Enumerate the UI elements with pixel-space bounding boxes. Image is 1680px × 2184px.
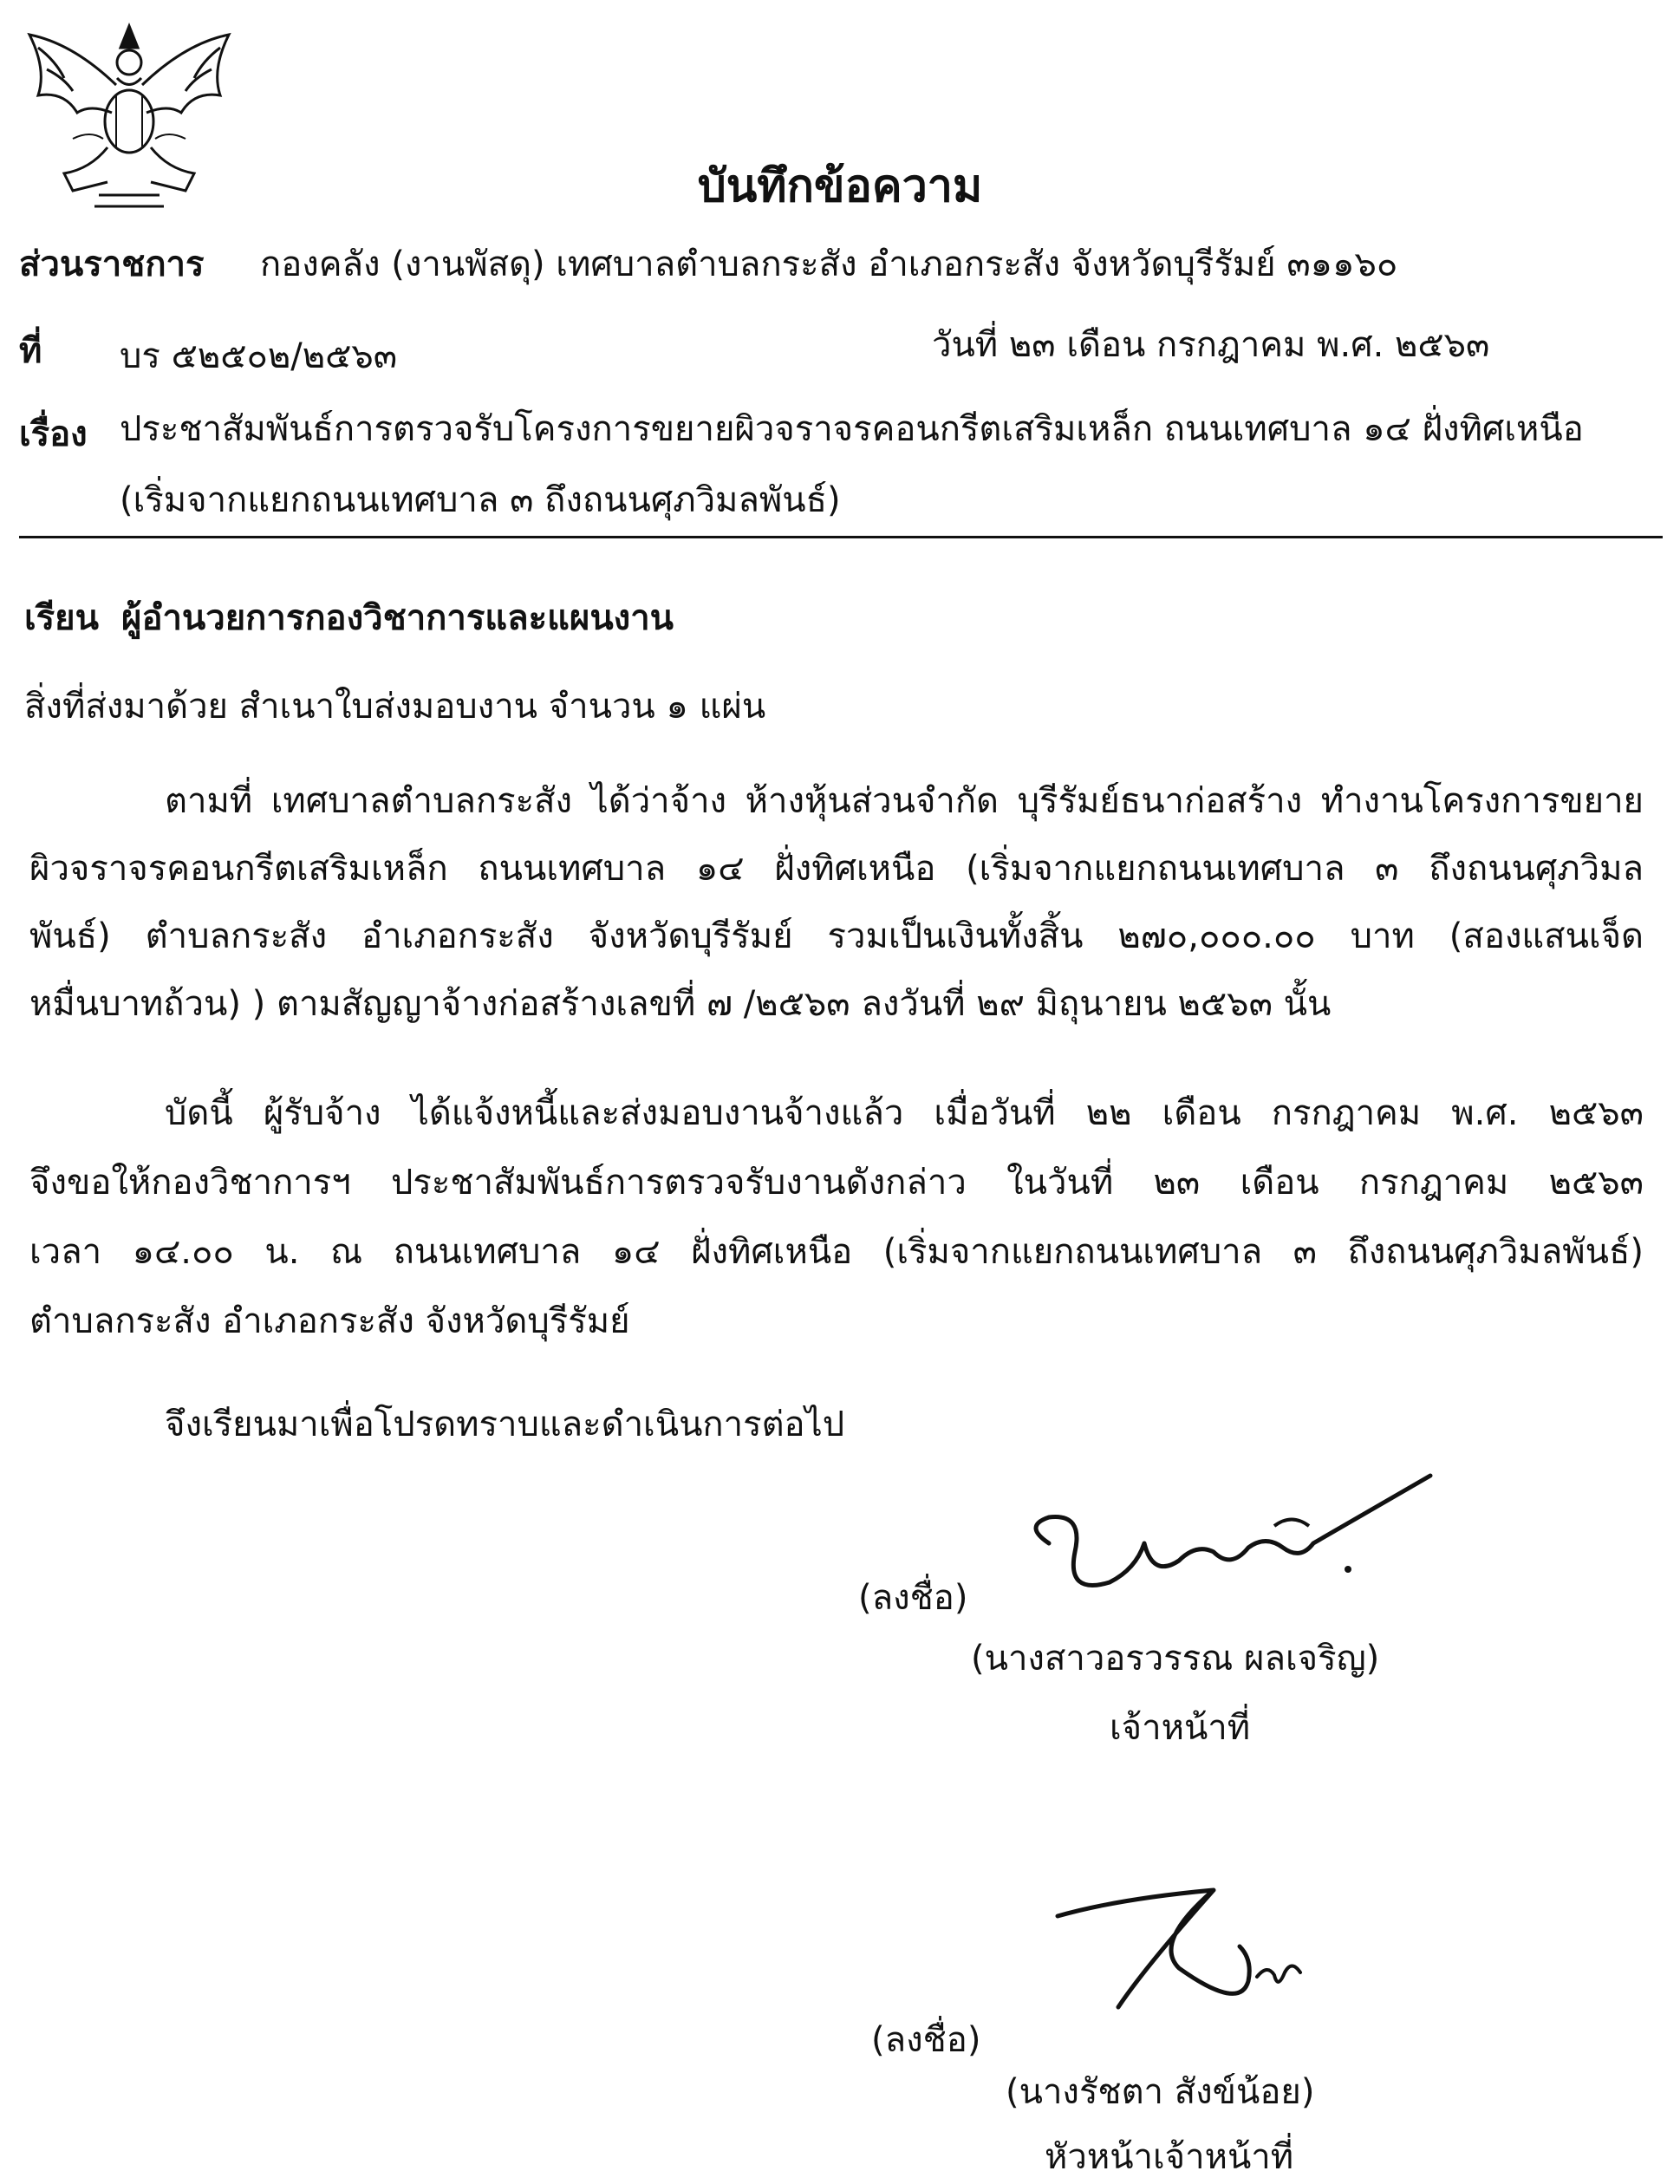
memo-title: บันทึกข้อความ xyxy=(697,160,983,212)
paragraph-2-line: เวลา ๑๔.๐๐ น. ณ ถนนเทศบาล ๑๔ ฝั่งทิศเหนือ (เริ่มจากแยกถนนเทศบาล ๓ ถึงถนนศุภวิมลพันธ์) xyxy=(29,1232,1644,1272)
sign-label: (ลงชื่อ) xyxy=(871,2020,981,2060)
sign-label: (ลงชื่อ) xyxy=(858,1578,968,1618)
to-label: เรียน xyxy=(24,598,99,638)
memo-date: วันที่ ๒๓ เดือน กรกฎาคม พ.ศ. ๒๕๖๓ xyxy=(932,325,1490,365)
subject-line-2: (เริ่มจากแยกถนนเทศบาล ๓ ถึงถนนศุภวิมลพันธ์) xyxy=(120,480,841,520)
signer-1-position: เจ้าหน้าที่ xyxy=(1110,1708,1251,1748)
handwritten-signature-2 xyxy=(1040,1864,1352,2046)
subject-label: เรื่อง xyxy=(19,414,88,454)
closing-line: จึงเรียนมาเพื่อโปรดทราบและดำเนินการต่อไป xyxy=(165,1405,845,1444)
paragraph-2-line: ตำบลกระสัง อำเภอกระสัง จังหวัดบุรีรัมย์ xyxy=(29,1301,630,1341)
header-divider xyxy=(19,536,1663,538)
agency-label: ส่วนราชการ xyxy=(19,244,205,284)
signer-2-position: หัวหน้าเจ้าหน้าที่ xyxy=(1045,2137,1294,2177)
paragraph-1-line: ตามที่ เทศบาลตำบลกระสัง ได้ว่าจ้าง ห้างหุ้นส่วนจำกัด บุรีรัมย์ธนาก่อสร้าง ทำงานโครงการขยาย xyxy=(165,781,1644,821)
subject-line-1: ประชาสัมพันธ์การตรวจรับโครงการขยายผิวจราจรคอนกรีตเสริมเหล็ก ถนนเทศบาล ๑๔ ฝั่งทิศเหนือ xyxy=(120,409,1584,449)
signer-2-name: (นางรัชตา สังข์น้อย) xyxy=(1006,2072,1315,2112)
paragraph-1-line: ผิวจราจรคอนกรีตเสริมเหล็ก ถนนเทศบาล ๑๔ ฝั่งทิศเหนือ (เริ่มจากแยกถนนเทศบาล ๓ ถึงถนนศุภวิมล xyxy=(29,849,1644,889)
paragraph-2-line: บัดนี้ ผู้รับจ้าง ได้แจ้งหนี้และส่งมอบงานจ้างแล้ว เมื่อวันที่ ๒๒ เดือน กรกฎาคม พ.ศ. ๒๕๖๓ xyxy=(165,1093,1644,1133)
signer-1-name: (นางสาวอรวรรณ ผลเจริญ) xyxy=(971,1639,1380,1679)
enclosure: สิ่งที่ส่งมาด้วย สำเนาใบส่งมอบงาน จำนวน ๑ แผ่น xyxy=(24,687,766,727)
agency-value: กองคลัง (งานพัสดุ) เทศบาลตำบลกระสัง อำเภอกระสัง จังหวัดบุรีรัมย์ ๓๑๑๖๐ xyxy=(260,244,1398,284)
handwritten-signature-1 xyxy=(1014,1465,1448,1639)
to-value: ผู้อำนวยการกองวิชาการและแผนงาน xyxy=(121,598,674,638)
paragraph-1-line: พันธ์) ตำบลกระสัง อำเภอกระสัง จังหวัดบุรีรัมย์ รวมเป็นเงินทั้งสิ้น ๒๗๐,๐๐๐.๐๐ บาท (สองแสนเจ็ด xyxy=(29,916,1644,956)
ref-value: บร ๕๒๕๐๒/๒๕๖๓ xyxy=(120,336,398,376)
paragraph-1-line: หมื่นบาทถ้วน) ) ตามสัญญาจ้างก่อสร้างเลขที่ ๗ /๒๕๖๓ ลงวันที่ ๒๙ มิถุนายน ๒๕๖๓ นั้น xyxy=(29,984,1332,1024)
ref-label: ที่ xyxy=(19,331,42,371)
paragraph-2-line: จึงขอให้กองวิชาการฯ ประชาสัมพันธ์การตรวจรับงานดังกล่าว ในวันที่ ๒๓ เดือน กรกฎาคม ๒๕๖๓ xyxy=(29,1163,1644,1203)
